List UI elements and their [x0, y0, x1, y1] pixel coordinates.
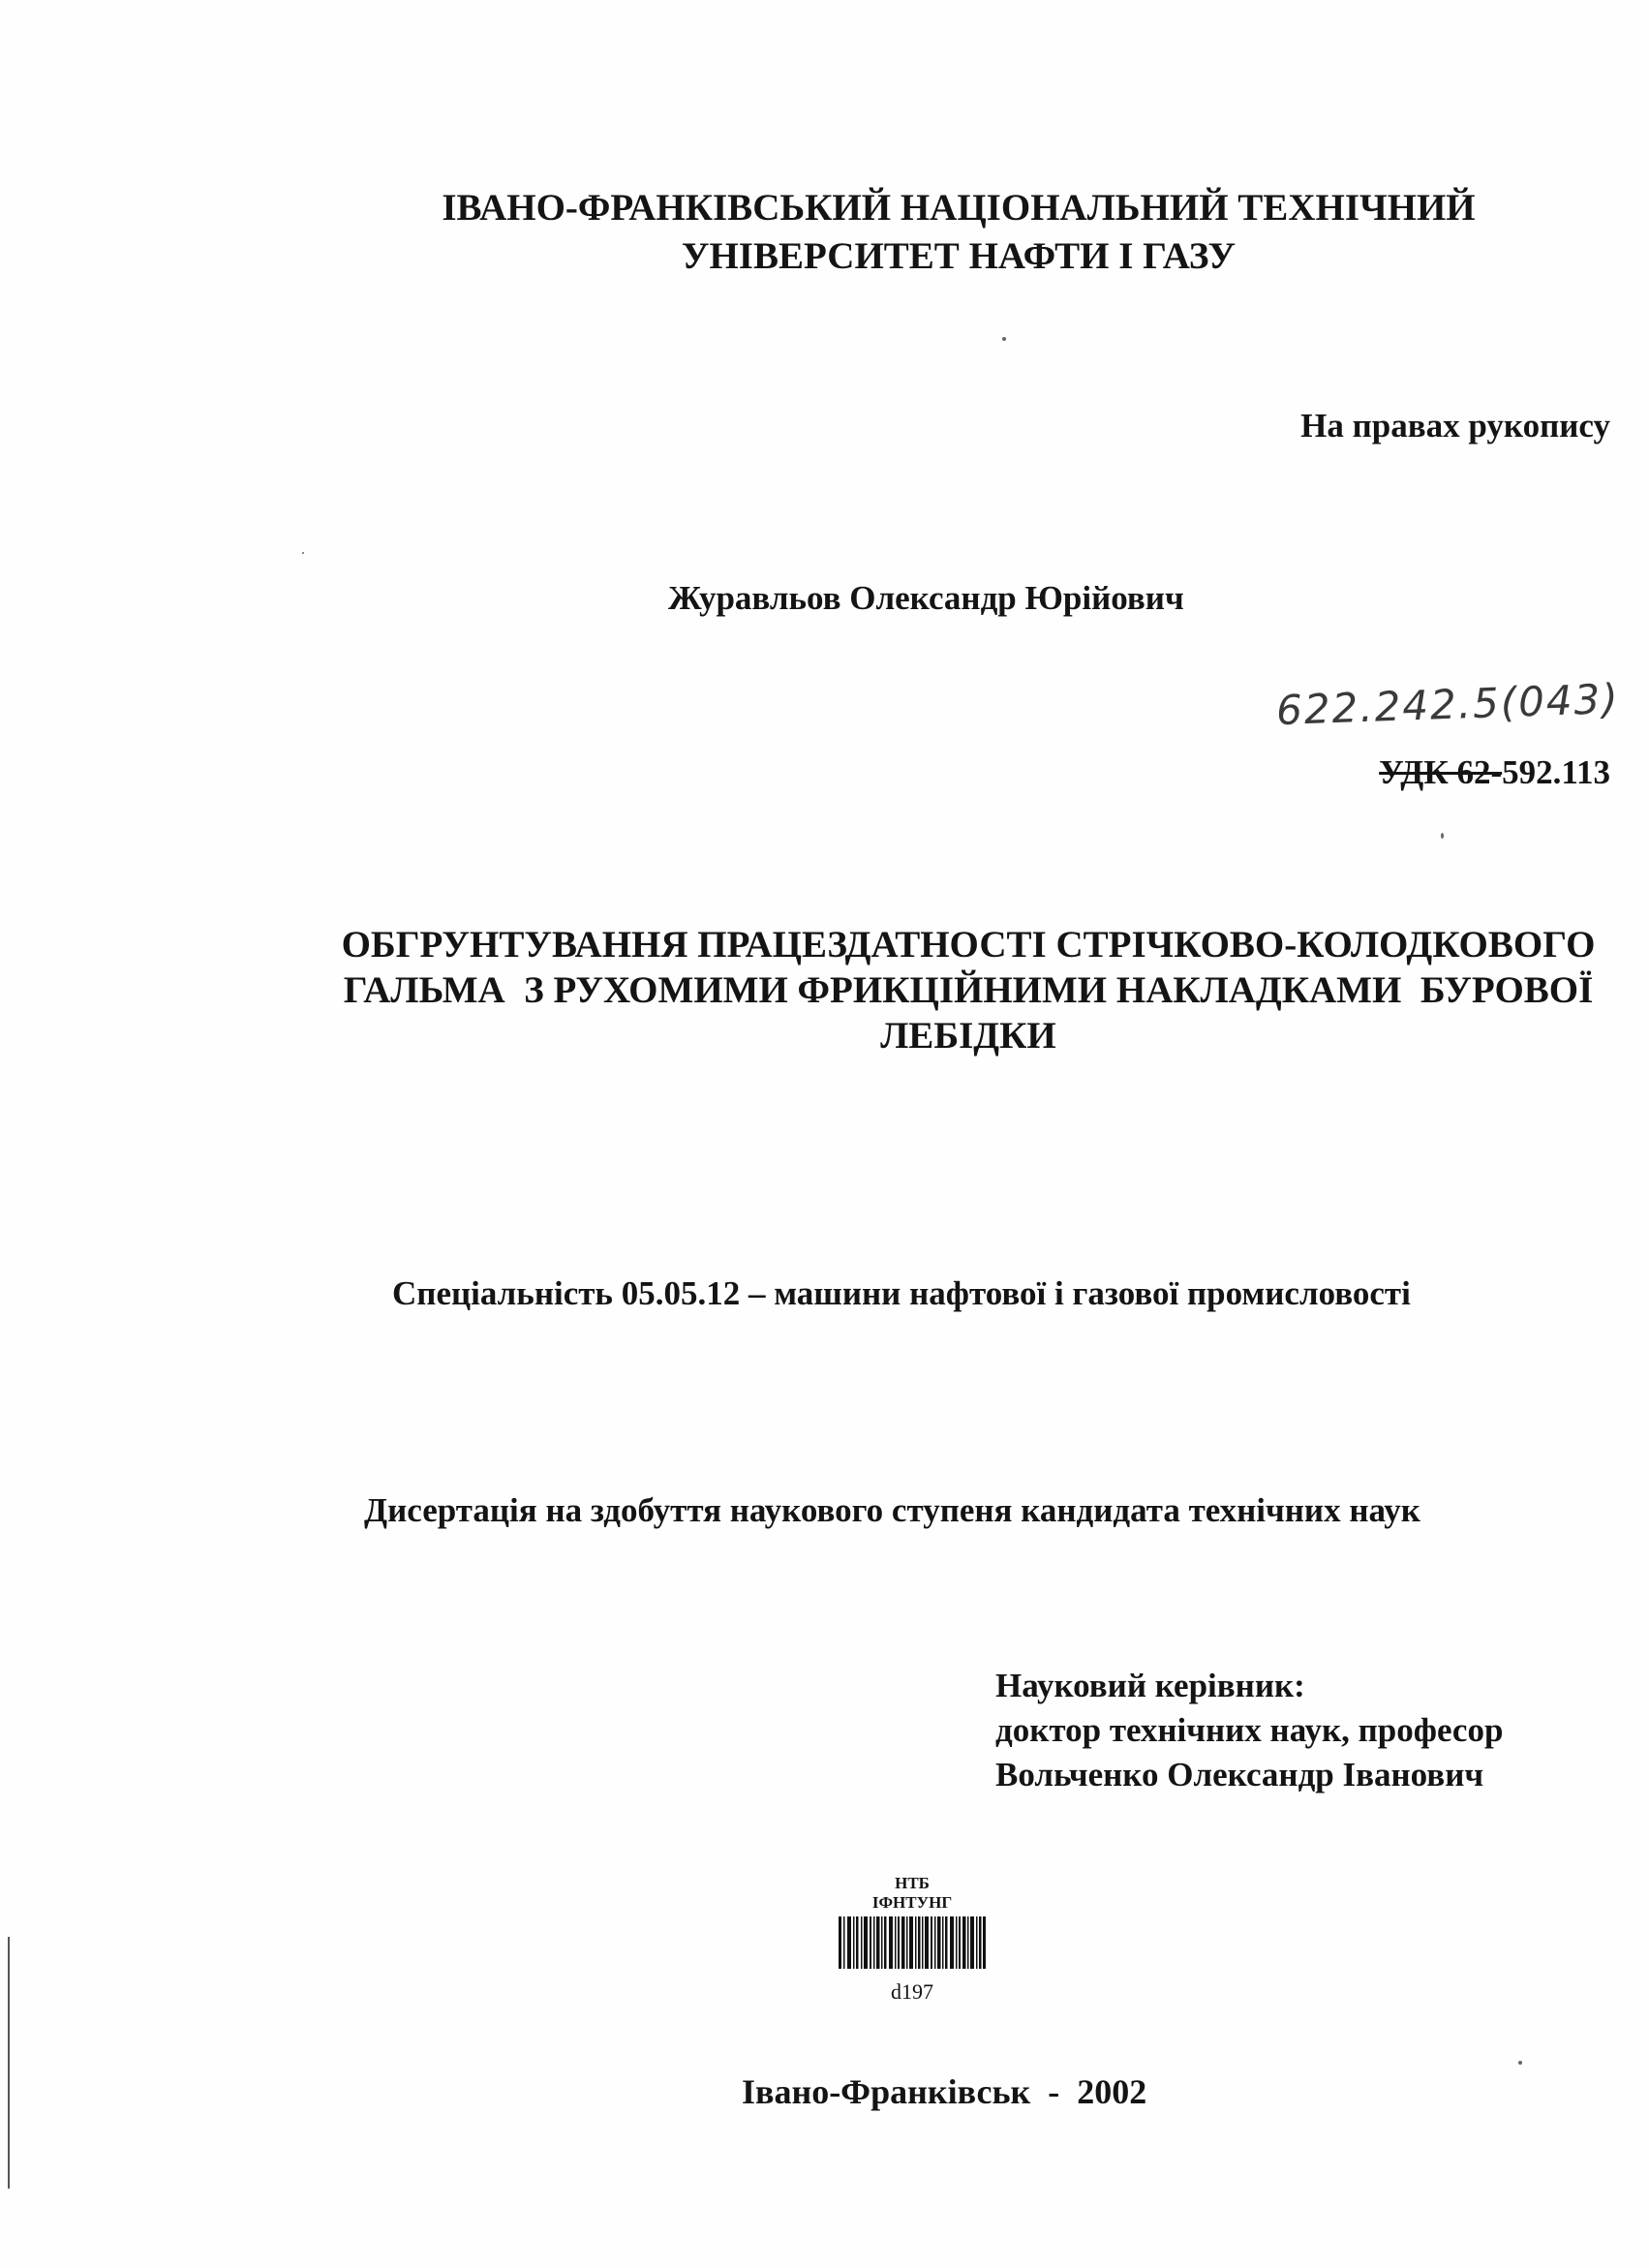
supervisor-name: Вольченко Олександр Іванович [995, 1756, 1484, 1793]
manuscript-note: На правах рукопису [1300, 407, 1610, 444]
specialty-line: Спеціальність 05.05.12 – машини нафтової і газової промисловості [392, 1274, 1411, 1312]
udc-remaining-part: 592.113 [1502, 753, 1610, 791]
barcode-icon [835, 1916, 990, 1969]
title-line-1: ОБГРУНТУВАННЯ ПРАЦЕЗДАТНОСТІ СТРІЧКОВО-КОЛОДКОВОГО [341, 924, 1596, 965]
scan-margin-line [8, 1937, 10, 2189]
stamp-line-2: ІФНТУНГ [871, 1893, 953, 1912]
supervisor-block [995, 1664, 1503, 1797]
city-year: Івано-Франківськ - 2002 [742, 2072, 1147, 2111]
stamp-code: d197 [891, 1979, 933, 2004]
university-line-2: УНІВЕРСИТЕТ НАФТИ І ГАЗУ [681, 235, 1237, 277]
supervisor-degree: доктор технічних наук, професор [995, 1711, 1504, 1749]
university-name [426, 184, 1491, 281]
dissertation-degree-line: Дисертація на здобуття наукового ступеня кандидата технічних наук [364, 1491, 1420, 1529]
scan-speck [1441, 833, 1444, 839]
udc-struck-part: УДК 62- [1379, 753, 1503, 791]
scan-speck [1002, 337, 1006, 341]
title-line-2: ГАЛЬМА З РУХОМИМИ ФРИКЦІЙНИМИ НАКЛАДКАМИ БУРОВОЇ [343, 969, 1594, 1011]
supervisor-label: Науковий керівник: [995, 1667, 1305, 1704]
dissertation-title [329, 922, 1607, 1058]
scan-speck [1518, 2061, 1522, 2065]
university-line-1: ІВАНО-ФРАНКІВСЬКИЙ НАЦІОНАЛЬНИЙ ТЕХНІЧНИЙ [442, 187, 1476, 229]
udc-code [1379, 753, 1610, 792]
scan-speck [302, 552, 304, 554]
library-stamp [835, 1874, 990, 2005]
udc-handwritten: 622.242.5(043) [1275, 674, 1621, 735]
stamp-line-1: НТБ [895, 1874, 930, 1892]
author-name: Журавльов Олександр Юрійович [668, 579, 1184, 617]
title-line-3: ЛЕБІДКИ [880, 1015, 1056, 1057]
